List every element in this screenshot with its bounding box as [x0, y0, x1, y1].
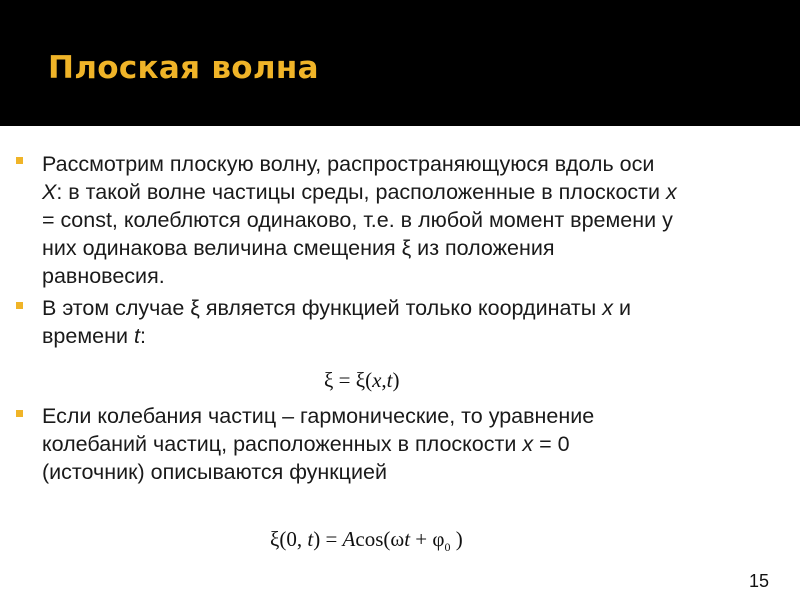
page-number: 15	[749, 571, 770, 591]
slide-title: Плоская волна	[48, 50, 319, 86]
formula-1-close: )	[392, 368, 400, 392]
bullet-1-line-1: Рассмотрим плоскую волну, распространяющуюся вдоль оси	[42, 152, 655, 176]
formula-1-x: x	[372, 368, 382, 392]
formula-2-t2: t	[404, 527, 411, 551]
bullet-3-line-2-text: колебаний частиц, расположенных в плоскости	[42, 432, 517, 456]
bullet-1-line-5: равновесия.	[42, 264, 165, 288]
bullet-2-line-2-text: времени	[42, 324, 128, 348]
formula-2-t: t	[307, 527, 314, 551]
bullet-3-line-1: Если колебания частиц – гармонические, то уравнение	[42, 404, 595, 428]
formula-2-lhs: ξ(0,	[270, 527, 303, 551]
bullet-1-line-4: них одинакова величина смещения ξ из положения	[42, 236, 555, 260]
formula-xi-of-x-t	[324, 368, 400, 393]
formula-1-t: t	[386, 368, 393, 392]
bullet-2-conjunction: и	[618, 296, 631, 320]
bullet-marker	[16, 302, 23, 309]
formula-2-close-eq: ) =	[313, 527, 338, 551]
formula-harmonic-source	[270, 527, 463, 555]
variable-x: x	[522, 432, 534, 456]
formula-2-cos: cos(ω	[355, 527, 405, 551]
bullet-marker	[16, 157, 23, 164]
formula-2-sub: 0	[444, 540, 451, 555]
bullet-2-line-1	[42, 294, 631, 322]
bullet-marker	[16, 410, 23, 417]
variable-t: t	[133, 324, 140, 348]
bullet-2-line-2	[42, 322, 146, 350]
bullet-1-line-3: = const, колеблются одинаково, т.е. в любой момент времени у	[42, 208, 673, 232]
bullet-1-line-2-text: : в такой волне частицы среды, расположенные в плоскости	[56, 180, 661, 204]
formula-2-A: A	[342, 527, 356, 551]
variable-x: x	[666, 180, 677, 204]
variable-X: X	[42, 180, 57, 204]
bullet-2-colon: :	[139, 324, 146, 348]
formula-1-comma: ,	[381, 368, 387, 392]
formula-1-eq: =	[338, 368, 351, 392]
bullet-3-line-2-end: = 0	[539, 432, 570, 456]
formula-1-fn: ξ(	[355, 368, 373, 392]
bullet-2-line-1-text: В этом случае ξ является функцией только координаты	[42, 296, 597, 320]
bullet-3-line-3: (источник) описываются функцией	[42, 460, 387, 484]
formula-2-plus-phi: + φ	[415, 527, 445, 551]
variable-x: x	[602, 296, 613, 320]
formula-2-close: )	[455, 527, 463, 551]
bullet-3-line-2	[42, 430, 570, 458]
formula-1-lhs: ξ	[324, 368, 334, 392]
bullet-1-line-2	[42, 178, 677, 206]
